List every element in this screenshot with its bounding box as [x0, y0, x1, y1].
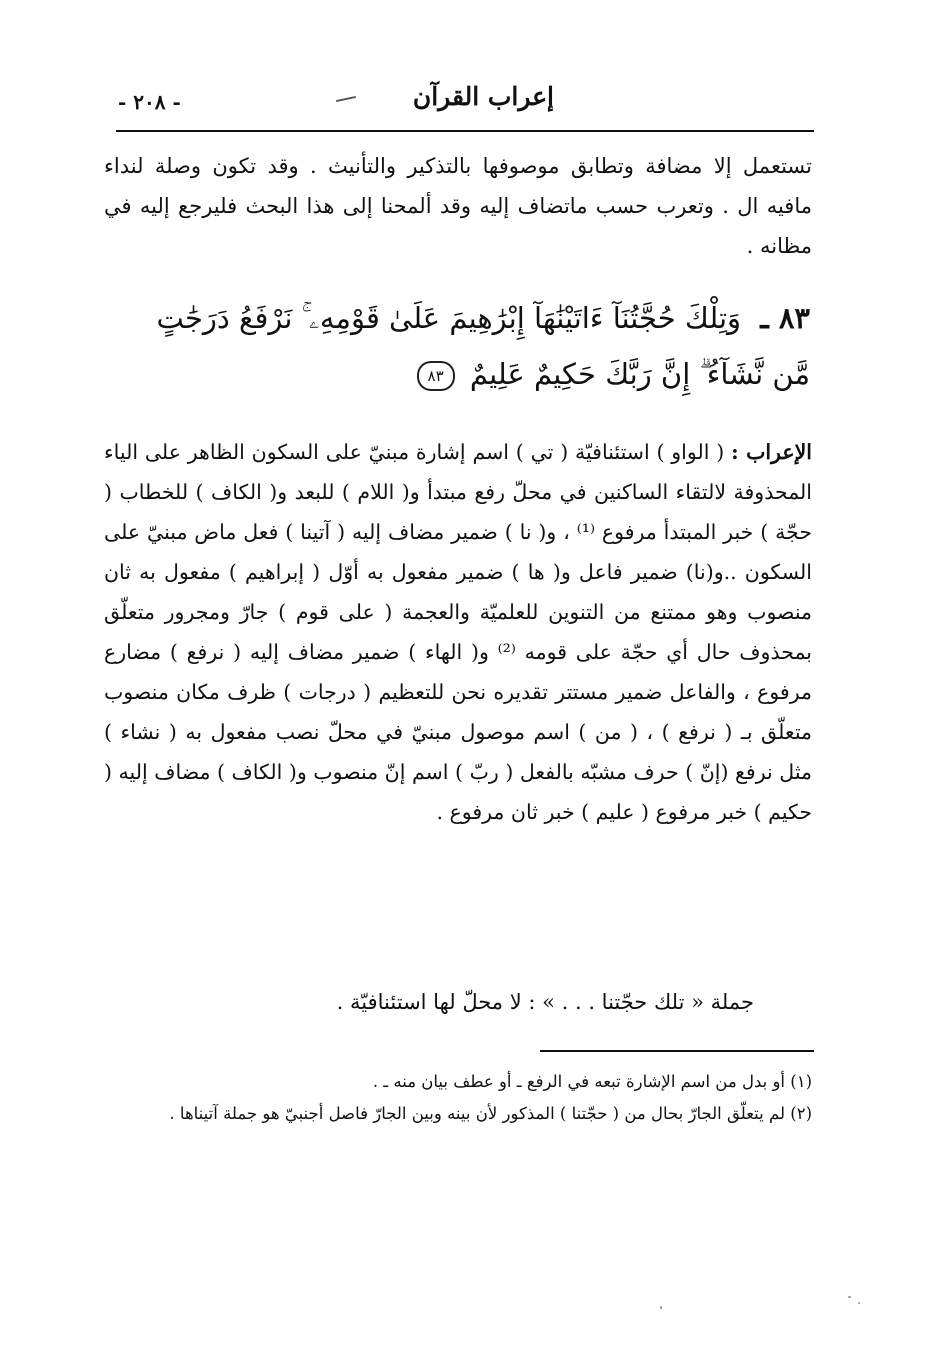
footnotes — [128, 1066, 812, 1130]
scan-speck — [660, 1306, 662, 1309]
footnote-1: (١) أو بدل من اسم الإشارة تبعه في الرفع ـ أو عطف بيان منه ـ . — [372, 1072, 812, 1091]
verse-text-line-1: وَتِلْكَ حُجَّتُنَآ ءَاتَيْنَٰهَآ إِبْرَٰهِيمَ عَلَىٰ قَوْمِهِۦ ۚ نَرْفَعُ دَرَجَٰتٍ — [156, 301, 742, 335]
footnote-2: (٢) لم يتعلّق الجارّ بحال من ( حجّتنا ) المذكور لأن بينه وبين الجارّ فاصل أجنبيّ هو جملة آتيناها . — [169, 1104, 812, 1123]
quran-verse — [130, 290, 810, 402]
page-number: - ٢٠٨ - — [118, 90, 181, 114]
irab-text: ( الواو ) استئنافيّة ( تي ) اسم إشارة مبنيّ على السكون الظاهر على الياء المحذوفة لالتقاء الساكنين في محلّ رفع مبتدأ و( اللام ) للبعد و( الكاف ) للخطاب ( حجّة ) خبر المبتدأ مرفوع ⁽¹⁾ ، و( نا ) ضمير مضاف إليه ( آتينا ) فعل ماض مبنيّ على السكون ..و(نا) ضمير فاعل و( ها ) ضمير مفعول به أوّل ( إبراهيم ) مفعول به ثان منصوب وهو ممتنع من التنوين للعلميّة والعجمة ( على قوم ) جارّ ومجرور متعلّق بمحذوف حال أي حجّة على قومه ⁽²⁾ و( الهاء ) ضمير مضاف إليه ( نرفع ) مضارع مرفوع ، والفاعل ضمير مستتر تقديره نحن للتعظيم ( درجات ) ظرف مكان منصوب متعلّق بـ ( نرفع ) ، ( من ) اسم موصول مبنيّ في محلّ نصب مفعول به ( نشاء ) مثل نرفع (إنّ ) حرف مشبّه بالفعل ( ربّ ) اسم إنّ منصوب و( الكاف ) مضاف إليه ( حكيم ) خبر مرفوع ( عليم ) خبر ثان مرفوع . — [104, 440, 812, 824]
irab-paragraph — [104, 432, 812, 832]
footnote-rule — [540, 1050, 814, 1052]
scan-speck — [848, 1296, 851, 1298]
irab-label: الإعراب : — [731, 440, 812, 464]
title-ornament-mark — [336, 96, 356, 102]
verse-text-line-2: مَّن نَّشَآءُ ۗ إِنَّ رَبَّكَ حَكِيمٌ عَلِيمٌ — [469, 357, 810, 391]
book-title: إعراب القرآن — [412, 82, 554, 111]
scan-speck — [858, 1302, 860, 1304]
page-header — [118, 82, 814, 126]
ayah-end-marker: ٨٣ — [417, 361, 455, 391]
verse-number: ٨٣ ـ — [760, 301, 810, 335]
sentence-analysis: جملة « تلك حجّتنا . . . » : لا محلّ لها استئنافيّة . — [336, 990, 754, 1014]
verse-line-1 — [130, 290, 810, 346]
header-rule — [116, 130, 814, 132]
intro-paragraph: تستعمل إلا مضافة وتطابق موصوفها بالتذكير والتأنيث . وقد تكون وصلة لنداء مافيه ال . وتعرب حسب ماتضاف إليه وقد ألمحنا إلى هذا البحث فليرجع إليه في مظانه . — [104, 154, 812, 258]
verse-line-2 — [130, 346, 810, 402]
